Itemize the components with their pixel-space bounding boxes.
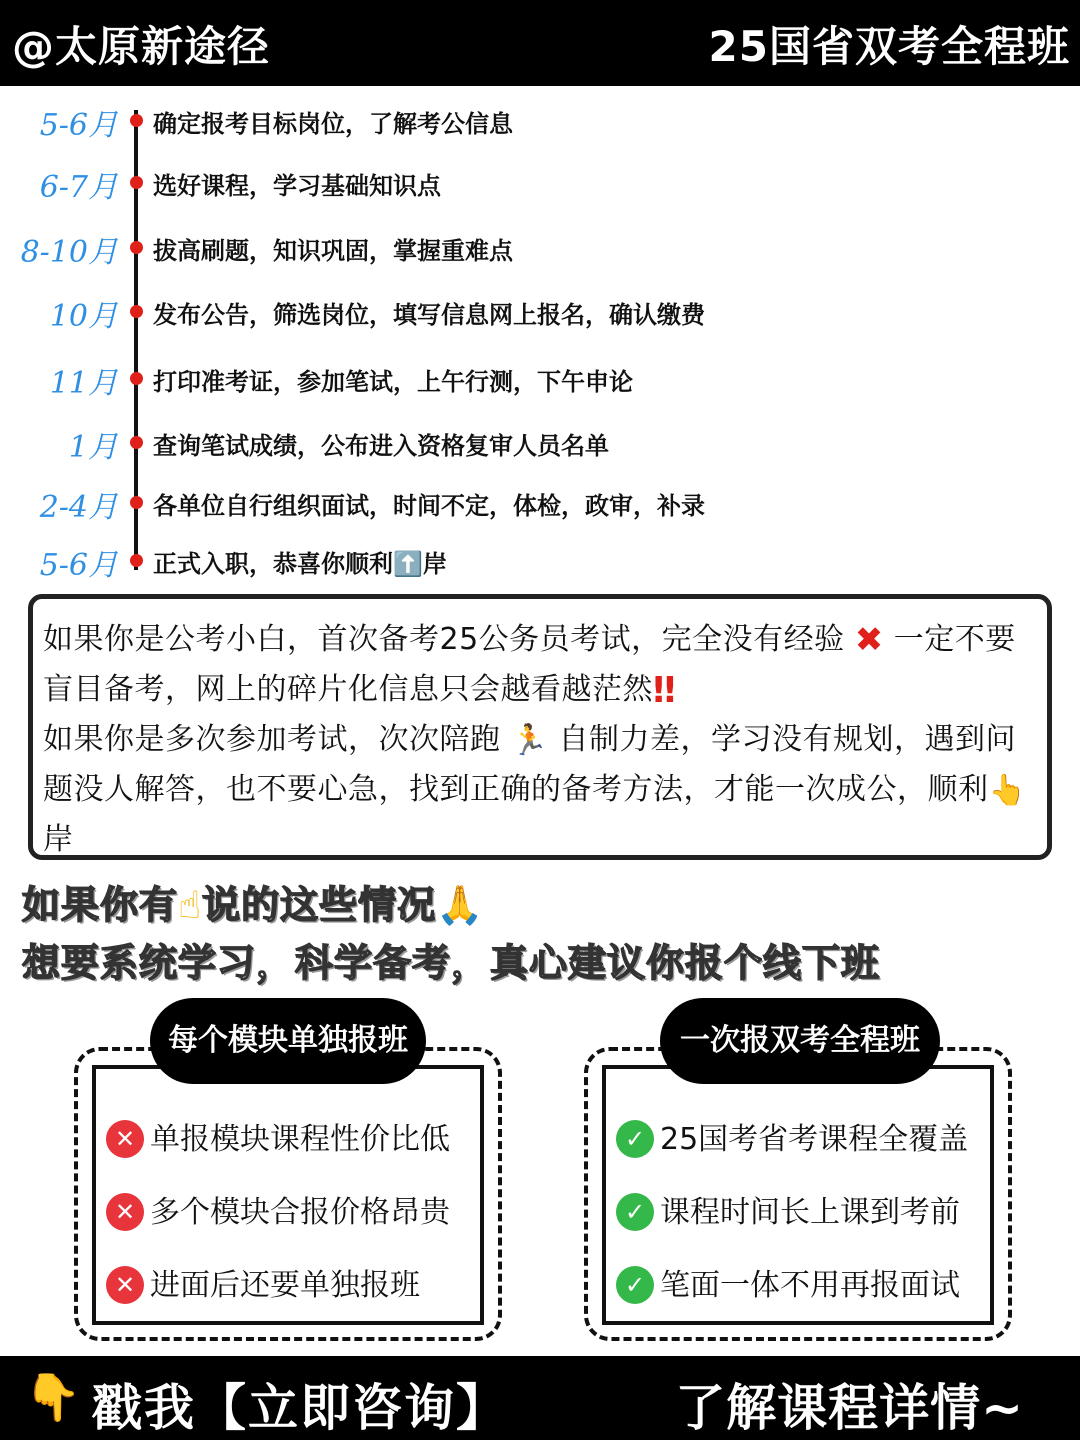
- card-fullcourse-inner: [602, 1065, 994, 1325]
- timeline-row: [0, 221, 1080, 271]
- runner-icon: 🏃: [510, 723, 549, 758]
- double-exclamation-icon: ‼: [653, 670, 677, 711]
- advice-text: 如果你有: [22, 883, 179, 927]
- notice-text: 一定不要盲目备考，网上的碎片化信息只会越看越茫然: [43, 622, 1016, 707]
- timeline-dot: [130, 241, 143, 254]
- card-item: [616, 1117, 996, 1163]
- card-item: [616, 1263, 996, 1309]
- timeline-text: 正式入职，恭喜你顺利⬆️岸: [153, 550, 447, 578]
- account-name: @太原新途径: [12, 22, 271, 71]
- timeline-text: 各单位自行组织面试，时间不定，体检，政审，补录: [153, 492, 705, 520]
- card-fullcourse: [584, 1047, 1012, 1341]
- timeline-dot: [130, 496, 143, 509]
- notice-paragraph-2: [43, 715, 1037, 864]
- card-separate-title: 每个模块单独报班: [150, 998, 426, 1084]
- timeline-date: 2-4月: [39, 490, 118, 525]
- header-bar: [0, 0, 1080, 86]
- advice-text: 说的这些情况: [202, 883, 437, 927]
- timeline-date: 8-10月: [20, 235, 118, 270]
- timeline-dot: [130, 436, 143, 449]
- timeline-text: 确定报考目标岗位，了解考公信息: [153, 110, 513, 138]
- timeline-text: 选好课程，学习基础知识点: [153, 172, 441, 200]
- advice-line-2: 想要系统学习，科学备考，真心建议你报个线下班: [22, 941, 881, 985]
- pray-icon: 🙏: [436, 883, 485, 927]
- cross-circle-icon: ✕: [106, 1266, 144, 1304]
- timeline-dot: [130, 554, 143, 567]
- timeline: [0, 92, 1080, 587]
- card-item-text: 笔面一体不用再报面试: [660, 1268, 960, 1303]
- course-title: 25国省双考全程班: [708, 22, 1070, 71]
- card-item: [106, 1190, 486, 1236]
- timeline-text: 拔高刷题，知识巩固，掌握重难点: [153, 237, 513, 265]
- cross-circle-icon: ✕: [106, 1120, 144, 1158]
- timeline-row: [0, 285, 1080, 335]
- timeline-dot: [130, 305, 143, 318]
- cross-icon: ✖: [854, 620, 884, 660]
- timeline-row: [0, 476, 1080, 526]
- footer-bar[interactable]: [0, 1356, 1080, 1440]
- timeline-text: 发布公告，筛选岗位，填写信息网上报名，确认缴费: [153, 301, 705, 329]
- timeline-date: 10月: [49, 299, 118, 334]
- timeline-dot: [130, 114, 143, 127]
- course-details-cta[interactable]: 了解课程详情~: [675, 1379, 1024, 1437]
- card-separate: [74, 1047, 502, 1341]
- notice-text: 岸: [43, 822, 74, 857]
- notice-text: 自制力差，学习没有规划，遇到问题没人解答，也不要心急，找到正确的备考方法，才能一次成公，顺利: [43, 722, 1016, 807]
- advice-line-1: [22, 876, 1062, 934]
- timeline-row: [0, 416, 1080, 466]
- timeline-date: 5-6月: [39, 548, 118, 583]
- notice-text: 如果你是多次参加考试，次次陪跑: [43, 722, 501, 757]
- card-separate-inner: [92, 1065, 484, 1325]
- pointing-down-hand-icon: 👇: [24, 1370, 82, 1424]
- card-item-text: 单报模块课程性价比低: [150, 1122, 450, 1157]
- card-item: [616, 1190, 996, 1236]
- timeline-date: 11月: [49, 366, 118, 401]
- advice-block: [22, 876, 1062, 992]
- index-up-icon: ☝: [178, 883, 203, 927]
- check-circle-icon: ✓: [616, 1120, 654, 1158]
- timeline-text: 查询笔试成绩，公布进入资格复审人员名单: [153, 432, 609, 460]
- check-circle-icon: ✓: [616, 1193, 654, 1231]
- consult-cta[interactable]: 戳我【立即咨询】: [92, 1379, 508, 1437]
- card-item: [106, 1263, 486, 1309]
- timeline-date: 6-7月: [39, 170, 118, 205]
- timeline-date: 5-6月: [39, 108, 118, 143]
- notice-box: [28, 594, 1052, 860]
- check-circle-icon: ✓: [616, 1266, 654, 1304]
- timeline-dot: [130, 176, 143, 189]
- timeline-row: [0, 94, 1080, 144]
- card-fullcourse-title: 一次报双考全程班: [660, 998, 940, 1084]
- cross-circle-icon: ✕: [106, 1193, 144, 1231]
- notice-paragraph-1: [43, 615, 1037, 715]
- timeline-date: 1月: [68, 430, 118, 465]
- card-item-text: 25国考省考课程全覆盖: [660, 1122, 969, 1157]
- timeline-dot: [130, 372, 143, 385]
- card-item: [106, 1117, 486, 1163]
- timeline-row: [0, 156, 1080, 206]
- card-item-text: 进面后还要单独报班: [150, 1268, 420, 1303]
- pointing-hand-icon: 👆: [988, 773, 1027, 808]
- timeline-row: [0, 534, 1080, 584]
- timeline-text: 打印准考证，参加笔试，上午行测，下午申论: [153, 368, 633, 396]
- timeline-row: [0, 352, 1080, 402]
- card-item-text: 课程时间长上课到考前: [660, 1195, 960, 1230]
- notice-text: 如果你是公考小白，首次备考25公务员考试，完全没有经验: [43, 622, 845, 657]
- card-item-text: 多个模块合报价格昂贵: [150, 1195, 450, 1230]
